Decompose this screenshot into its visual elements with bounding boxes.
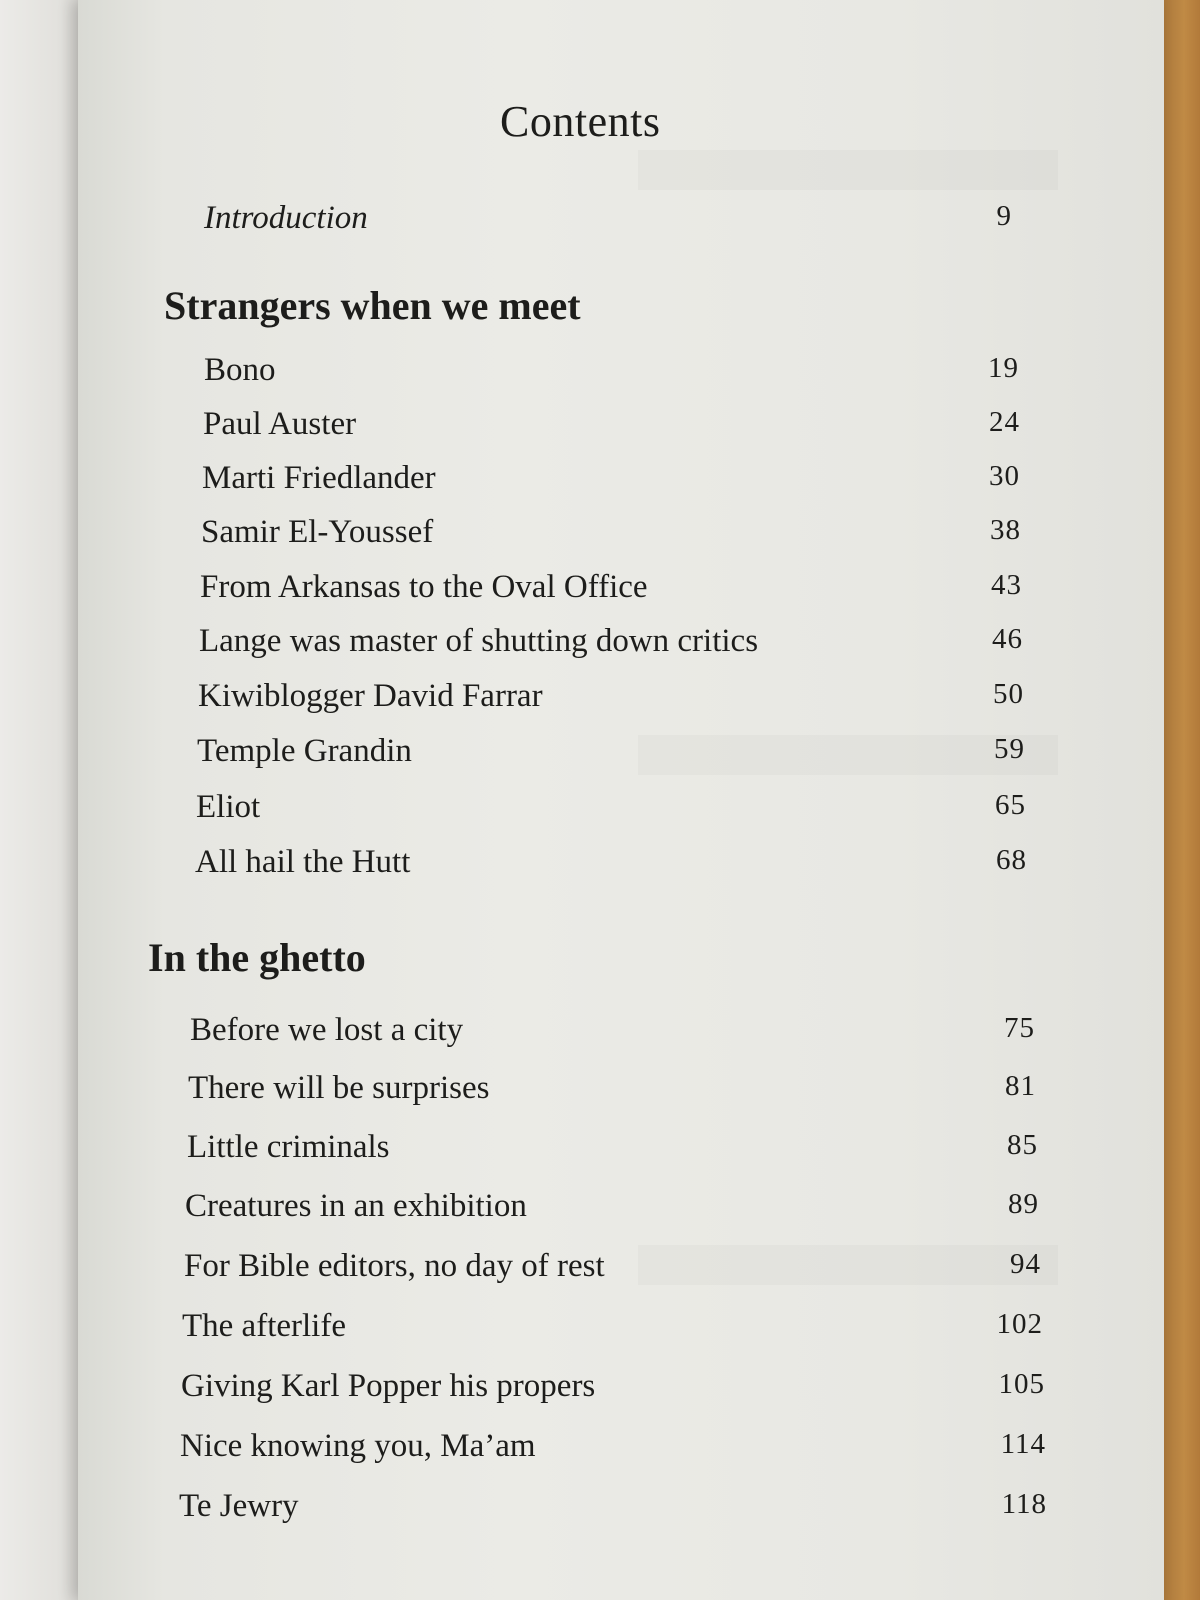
toc-entry-title: All hail the Hutt bbox=[195, 844, 411, 880]
toc-entry-introduction bbox=[204, 200, 1012, 246]
toc-entry-title: Creatures in an exhibition bbox=[185, 1188, 527, 1224]
toc-entry-title: Lange was master of shutting down critics bbox=[199, 623, 759, 659]
toc-entry-title: From Arkansas to the Oval Office bbox=[200, 569, 648, 605]
toc-entry-title: Bono bbox=[204, 352, 276, 388]
toc-entry-page: 59 bbox=[994, 733, 1025, 765]
toc-entry bbox=[202, 460, 1020, 506]
toc-entry-title: Eliot bbox=[196, 789, 261, 825]
toc-entry bbox=[182, 1308, 1043, 1354]
toc-entry bbox=[198, 678, 1024, 724]
toc-entry bbox=[204, 352, 1019, 398]
toc-entry-title: Giving Karl Popper his propers bbox=[181, 1368, 596, 1404]
toc-entry bbox=[187, 1129, 1038, 1175]
toc-entry-title: Introduction bbox=[204, 200, 368, 236]
toc-entry-page: 24 bbox=[989, 406, 1020, 438]
page-title: Contents bbox=[500, 97, 661, 146]
toc-entry-title: Marti Friedlander bbox=[202, 460, 436, 496]
toc-entry-page: 43 bbox=[991, 569, 1022, 601]
desk-surface bbox=[1160, 0, 1200, 1600]
toc-entry-page: 38 bbox=[990, 514, 1021, 546]
toc-entry-page: 50 bbox=[993, 678, 1024, 710]
toc-entry bbox=[188, 1070, 1036, 1116]
toc-entry-title: Nice knowing you, Ma’am bbox=[180, 1428, 536, 1464]
toc-entry-page: 46 bbox=[992, 623, 1023, 655]
toc-entry bbox=[180, 1428, 1046, 1474]
toc-entry-title: The afterlife bbox=[182, 1308, 346, 1344]
toc-entry-page: 118 bbox=[1001, 1488, 1047, 1520]
toc-entry-title: Kiwiblogger David Farrar bbox=[198, 678, 543, 714]
toc-entry-title: Little criminals bbox=[187, 1129, 390, 1165]
toc-entry-page: 102 bbox=[996, 1308, 1043, 1340]
toc-entry-page: 81 bbox=[1005, 1070, 1036, 1102]
toc-entry bbox=[185, 1188, 1039, 1234]
toc-entry-page: 65 bbox=[995, 789, 1026, 821]
toc-entry bbox=[184, 1248, 1041, 1294]
toc-entry bbox=[203, 406, 1020, 452]
toc-entry bbox=[196, 789, 1026, 835]
toc-entry-page: 114 bbox=[1000, 1428, 1046, 1460]
toc-entry bbox=[181, 1368, 1045, 1414]
toc-entry-title: Te Jewry bbox=[179, 1488, 299, 1524]
toc-entry bbox=[179, 1488, 1047, 1534]
table-of-contents bbox=[78, 0, 1164, 1600]
toc-entry-page: 105 bbox=[998, 1368, 1045, 1400]
toc-entry-title: Paul Auster bbox=[203, 406, 357, 442]
toc-entry-title: There will be surprises bbox=[188, 1070, 490, 1106]
toc-entry bbox=[190, 1012, 1035, 1058]
toc-entry-title: Temple Grandin bbox=[197, 733, 412, 769]
toc-entry bbox=[201, 514, 1021, 560]
toc-entry bbox=[200, 569, 1022, 615]
toc-entry-page: 9 bbox=[996, 200, 1012, 232]
toc-entry-title: For Bible editors, no day of rest bbox=[184, 1248, 605, 1284]
toc-entry-page: 94 bbox=[1010, 1248, 1041, 1280]
toc-entry-page: 85 bbox=[1007, 1129, 1038, 1161]
toc-entry bbox=[195, 844, 1027, 890]
toc-entry-page: 30 bbox=[989, 460, 1020, 492]
toc-entry-page: 68 bbox=[996, 844, 1027, 876]
toc-entry-page: 89 bbox=[1008, 1188, 1039, 1220]
toc-entry-page: 75 bbox=[1004, 1012, 1035, 1044]
section-heading: Strangers when we meet bbox=[164, 283, 581, 328]
toc-entry bbox=[197, 733, 1025, 779]
toc-entry-page: 19 bbox=[988, 352, 1019, 384]
contents-page bbox=[78, 0, 1164, 1600]
toc-entry-title: Samir El-Youssef bbox=[201, 514, 434, 550]
toc-entry-title: Before we lost a city bbox=[190, 1012, 464, 1048]
section-heading: In the ghetto bbox=[148, 935, 366, 980]
toc-entry bbox=[199, 623, 1023, 669]
